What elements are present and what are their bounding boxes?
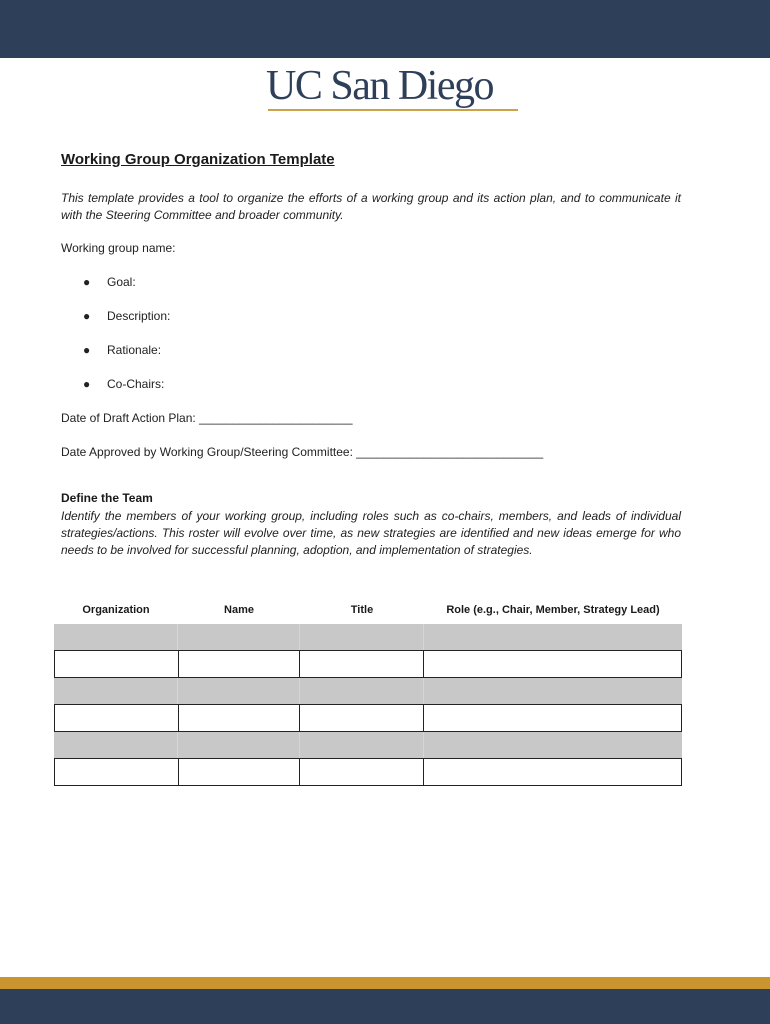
list-item-description	[61, 308, 681, 324]
table-cell	[300, 678, 424, 704]
table-row-entry	[54, 650, 682, 678]
draft-date-field: Date of Draft Action Plan: _______________________	[61, 411, 353, 425]
column-header-role: Role (e.g., Chair, Member, Strategy Lead)	[446, 604, 660, 616]
table-cell	[178, 678, 300, 704]
bullet-icon: ●	[83, 309, 91, 323]
organization-cell[interactable]	[55, 651, 179, 677]
page-title: Working Group Organization Template	[61, 151, 335, 168]
role-cell[interactable]	[424, 651, 681, 677]
table-row-shaded	[54, 678, 682, 704]
table-cell	[300, 624, 424, 650]
header-band	[0, 0, 770, 58]
table-row-shaded	[54, 624, 682, 650]
working-group-name-label: Working group name:	[61, 241, 176, 255]
list-item-goal	[61, 274, 681, 290]
column-header-name: Name	[224, 604, 254, 616]
bullet-icon: ●	[83, 275, 91, 289]
table-cell	[178, 624, 300, 650]
table-row-shaded	[54, 732, 682, 758]
approved-date-field: Date Approved by Working Group/Steering Committee: ____________________________	[61, 445, 544, 459]
logo-text: UC San Diego	[266, 63, 493, 109]
document-body	[61, 150, 681, 559]
goal-label: Goal:	[107, 275, 136, 289]
table-cell	[178, 732, 300, 758]
uc-san-diego-logo	[266, 64, 522, 114]
title-cell[interactable]	[300, 651, 424, 677]
bullet-icon: ●	[83, 377, 91, 391]
table-row-entry	[54, 704, 682, 732]
title-cell[interactable]	[300, 759, 424, 785]
title-cell[interactable]	[300, 705, 424, 731]
table-cell	[424, 624, 682, 650]
roster-header-row	[54, 600, 682, 624]
organization-cell[interactable]	[55, 759, 179, 785]
column-header-organization: Organization	[82, 604, 150, 616]
table-row-entry	[54, 758, 682, 786]
rationale-label: Rationale:	[107, 343, 162, 357]
name-cell[interactable]	[179, 759, 301, 785]
column-header-title: Title	[350, 604, 374, 616]
list-item-rationale	[61, 342, 681, 358]
logo-underline	[268, 109, 518, 111]
define-team-paragraph: Identify the members of your working group, including roles such as co-chairs, members, and leads of individual strategies/actions. This roster will evolve over time, as new strategies are identified and new ideas emerge for who needs to be involved for successful planning, adoption, and implementation of strategies.	[61, 509, 681, 557]
co-chairs-label: Co-Chairs:	[107, 377, 165, 391]
organization-cell[interactable]	[55, 705, 179, 731]
footer-band	[0, 989, 770, 1024]
description-label: Description:	[107, 309, 171, 323]
table-cell	[54, 732, 178, 758]
table-cell	[424, 732, 682, 758]
role-cell[interactable]	[424, 759, 681, 785]
table-cell	[300, 732, 424, 758]
define-team-heading: Define the Team	[61, 491, 153, 505]
role-cell[interactable]	[424, 705, 681, 731]
name-cell[interactable]	[179, 651, 301, 677]
bullet-icon: ●	[83, 343, 91, 357]
table-cell	[54, 624, 178, 650]
roster-table	[54, 600, 682, 786]
table-cell	[424, 678, 682, 704]
list-item-co-chairs	[61, 376, 681, 392]
name-cell[interactable]	[179, 705, 301, 731]
working-group-details-list	[61, 274, 681, 392]
footer-gold-stripe	[0, 977, 770, 989]
table-cell	[54, 678, 178, 704]
intro-paragraph: This template provides a tool to organize the efforts of a working group and its action plan, and to communicate it with the Steering Committee and broader community.	[61, 191, 681, 222]
